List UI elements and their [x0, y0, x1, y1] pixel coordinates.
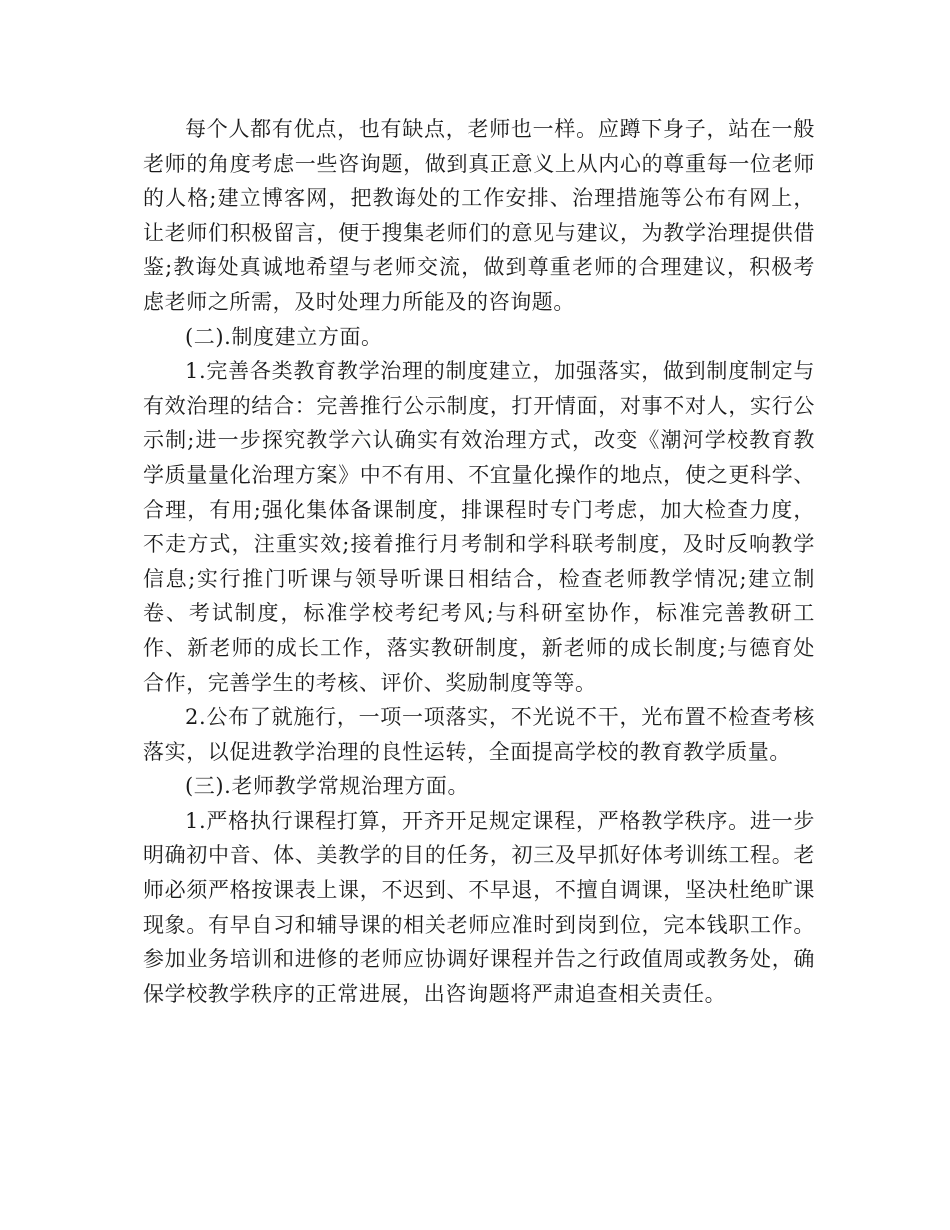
section-heading-system-building: (二).制度建立方面。	[185, 324, 383, 349]
section-heading-teaching-routine: (三).老师教学常规治理方面。	[185, 774, 470, 799]
document-body	[143, 112, 815, 1011]
paragraph-system-item-1: 1.完善各类教育教学治理的制度建立，加强落实，做到制度制定与有效治理的结合：完善推行公示制度，打开情面，对事不对人，实行公示制;进一步探究教学六认确实有效治理方式，改变《潮河学校教育教学质量量化治理方案》中不有用、不宜量化操作的地点，使之更科学、合理，有用;强化集体备课制度，排课程时专门考虑，加大检查力度，不走方式，注重实效;接着推行月考制和学科联考制度，及时反响教学信息;实行推门听课与领导听课日相结合，检查老师教学情况;建立制卷、考试制度，标准学校考纪考风;与科研室协作，标准完善教研工作、新老师的成长工作，落实教研制度，新老师的成长制度;与德育处合作，完善学生的考核、评价、奖励制度等等。	[143, 359, 815, 695]
paragraph-system-item-2: 2.公布了就施行，一项一项落实，不光说不干，光布置不检查考核落实，以促进教学治理的良性运转，全面提高学校的教育教学质量。	[143, 705, 815, 764]
paragraph-routine-item-1: 1.严格执行课程打算，开齐开足规定课程，严格教学秩序。进一步明确初中音、体、美教学的目的任务，初三及早抓好体考训练工程。老师必须严格按课表上课，不迟到、不早退，不擅自调课，坚决杜绝旷课现象。有早自习和辅导课的相关老师应准时到岗到位，完本钱职工作。参加业务培训和进修的老师应协调好课程并告之行政值周或教务处，确保学校教学秩序的正常进展，出咨询题将严肃追查相关责任。	[143, 808, 815, 1006]
paragraph-respect-teachers: 每个人都有优点，也有缺点，老师也一样。应蹲下身子，站在一般老师的角度考虑一些咨询题，做到真正意义上从内心的尊重每一位老师的人格;建立博客网，把教诲处的工作安排、治理措施等公布有网上，让老师们积极留言，便于搜集老师们的意见与建议，为教学治理提供借鉴;教诲处真诚地希望与老师交流，做到尊重老师的合理建议，积极考虑老师之所需，及时处理力所能及的咨询题。	[143, 117, 815, 314]
